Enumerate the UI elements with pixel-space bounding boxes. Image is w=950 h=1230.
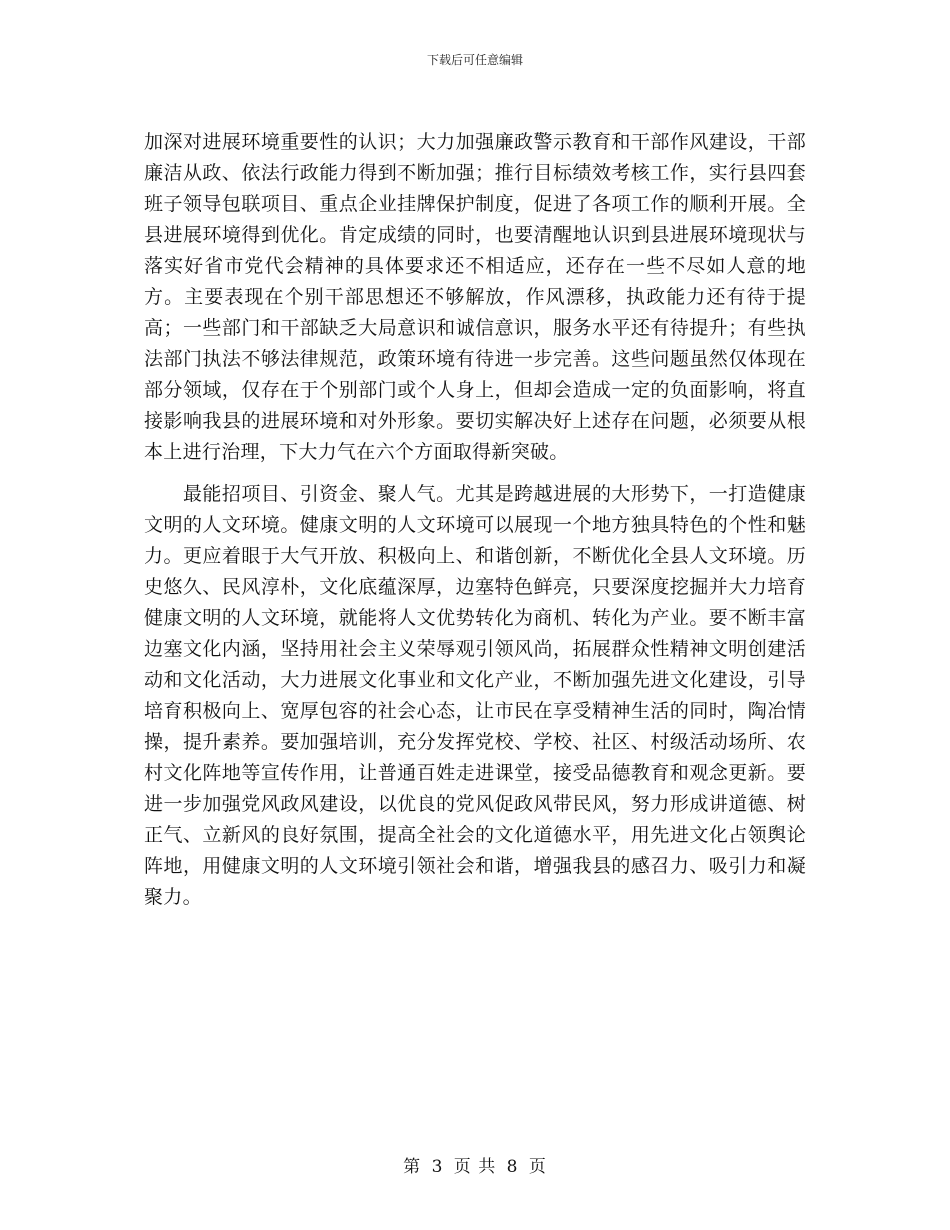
footer-prefix: 第: [403, 1157, 422, 1177]
total-pages-number: 8: [506, 1157, 519, 1177]
document-body: [144, 127, 806, 913]
header-text: 下载后可任意编辑: [426, 53, 523, 67]
page-footer: [0, 1155, 950, 1179]
page-header: [0, 52, 950, 68]
footer-suffix: 页: [528, 1157, 547, 1177]
current-page-number: 3: [431, 1157, 444, 1177]
body-paragraph-2: 最能招项目、引资金、聚人气。尤其是跨越进展的大形势下，一打造健康文明的人文环境。健康文明的人文环境可以展现一个地方独具特色的个性和魅力。更应着眼于大气开放、积极向上、和谐创新，不断优化全县人文环境。历史悠久、民风淳朴，文化底蕴深厚，边塞特色鲜亮，只要深度挖掘并大力培育健康文明的人文环境，就能将人文优势转化为商机、转化为产业。要不断丰富边塞文化内涵，坚持用社会主义荣辱观引领风尚，拓展群众性精神文明创建活动和文化活动，大力进展文化事业和文化产业，不断加强先进文化建设，引导培育积极向上、宽厚包容的社会心态，让市民在享受精神生活的同时，陶冶情操，提升素养。要加强培训，充分发挥党校、学校、社区、村级活动场所、农村文化阵地等宣传作用，让普通百姓走进课堂，接受品德教育和观念更新。要进一步加强党风政风建设，以优良的党风促政风带民风，努力形成讲道德、树正气、立新风的良好氛围，提高全社会的文化道德水平，用先进文化占领舆论阵地，用健康文明的人文环境引领社会和谐，增强我县的感召力、吸引力和凝聚力。: [144, 483, 806, 908]
footer-middle: 页 共: [453, 1157, 497, 1177]
body-paragraph-1: 加深对进展环境重要性的认识；大力加强廉政警示教育和干部作风建设，干部廉洁从政、依法行政能力得到不断加强；推行目标绩效考核工作，实行县四套班子领导包联项目、重点企业挂牌保护制度，促进了各项工作的顺利开展。全县进展环境得到优化。肯定成绩的同时，也要清醒地认识到县进展环境现状与落实好省市党代会精神的具体要求还不相适应，还存在一些不尽如人意的地方。主要表现在个别干部思想还不够解放，作风漂移，执政能力还有待于提高；一些部门和干部缺乏大局意识和诚信意识，服务水平还有待提升；有些执法部门执法不够法律规范，政策环境有待进一步完善。这些问题虽然仅体现在部分领域，仅存在于个别部门或个人身上，但却会造成一定的负面影响，将直接影响我县的进展环境和对外形象。要切实解决好上述存在问题，必须要从根本上进行治理，下大力气在六个方面取得新突破。: [144, 131, 806, 463]
